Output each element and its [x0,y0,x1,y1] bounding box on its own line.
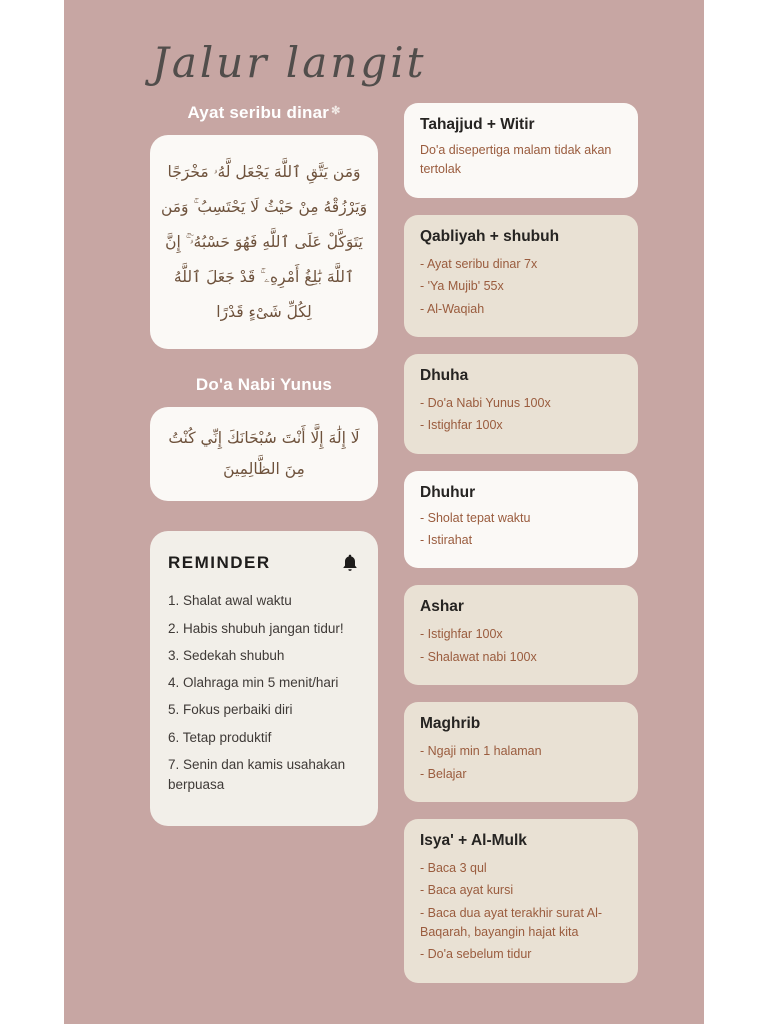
schedule-column [404,103,638,1000]
schedule-card-items [420,509,622,551]
content-columns [64,103,704,1000]
reminder-item: 7. Senin dan kamis usahakan berpuasa [168,756,346,793]
schedule-item: - Al-Waqiah [420,301,485,316]
schedule-card-items [420,141,622,180]
reminder-title: REMINDER [168,553,271,573]
reminder-item: 1. Shalat awal waktu [168,593,292,609]
schedule-item: - Do'a sebelum tidur [420,947,532,962]
schedule-card-title: Ashar [420,598,464,616]
schedule-card [404,819,638,983]
schedule-card [404,103,638,198]
reminder-item: 4. Olahraga min 5 menit/hari [168,675,339,691]
schedule-item: - Istirahat [420,533,473,547]
schedule-card-title: Maghrib [420,715,481,733]
ayat-arabic-text: وَمَن يَتَّقِ ٱللَّهَ يَجْعَل لَّهُۥ مَخْرَجًا وَيَرْزُقْهُ مِنْ حَيْثُ لَا يَحْتَسِبُ ۚ وَمَن يَتَوَكَّلْ عَلَى ٱللَّهِ فَهُوَ حَسْبُهُۥٓ ۚ إِنَّ ٱللَّهَ بَٰلِغُ أَمْرِهِۦ ۚ قَدْ جَعَلَ ٱللَّهُ لِكُلِّ شَىْءٍ قَدْرًا [160,163,368,321]
schedule-card [404,471,638,569]
schedule-card-title: Dhuhur [420,483,476,501]
doa-nabi-yunus-heading: Do'a Nabi Yunus [195,375,333,395]
poster [64,0,704,1024]
schedule-card [404,215,638,337]
reminder-item: 3. Sedekah shubuh [168,647,285,663]
schedule-card-items [420,742,622,784]
schedule-item: Do'a disepertiga malam tidak akan tertolak [420,143,612,177]
ayat-seribu-dinar-card [150,135,378,349]
schedule-item: - Belajar [420,766,467,781]
left-column [150,103,378,1000]
ayat-heading-label: Ayat seribu dinar [187,103,330,122]
page-title: Jalur langit [152,38,427,87]
schedule-card-title: Isya' + Al-Mulk [420,831,527,849]
reminder-item: 6. Tetap produktif [168,729,272,745]
schedule-item: - Baca dua ayat terakhir surat Al-Baqarah, bayangin hajat kita [420,905,603,939]
schedule-item: - Baca ayat kursi [420,883,514,898]
schedule-card-items [420,394,622,436]
doa-nabi-yunus-card [150,407,378,501]
reminder-item: 5. Fokus perbaiki diri [168,702,293,718]
sparkle-icon: ✼ [331,105,341,117]
schedule-card-items [420,625,622,667]
schedule-item: - Sholat tepat waktu [420,510,531,525]
bell-icon [340,553,360,573]
schedule-card [404,354,638,454]
schedule-item: - Do'a Nabi Yunus 100x [420,395,551,410]
reminder-card [150,531,378,826]
schedule-card [404,702,638,802]
schedule-item: - Istighfar 100x [420,627,503,642]
yunus-arabic-text: لَا إِلَٰهَ إِلَّا أَنْتَ سُبْحَانَكَ إِنِّي كُنْتُ مِنَ الظَّالِمِينَ [168,429,360,479]
schedule-card [404,585,638,685]
schedule-card-items [420,255,622,319]
schedule-item: - Ngaji min 1 halaman [420,744,542,759]
ayat-seribu-dinar-heading [150,103,378,123]
schedule-card-title: Qabliyah + shubuh [420,227,560,245]
schedule-card-title: Dhuha [420,366,469,384]
schedule-card-items [420,859,622,965]
schedule-item: - 'Ya Mujib' 55x [420,279,504,294]
schedule-item: - Istighfar 100x [420,418,503,433]
reminder-list [168,591,360,795]
reminder-header [168,553,360,573]
schedule-item: - Shalawat nabi 100x [420,649,537,664]
schedule-item: - Ayat seribu dinar 7x [420,256,538,271]
schedule-item: - Baca 3 qul [420,860,487,875]
schedule-card-title: Tahajjud + Witir [420,116,535,133]
reminder-item: 2. Habis shubuh jangan tidur! [168,620,344,636]
